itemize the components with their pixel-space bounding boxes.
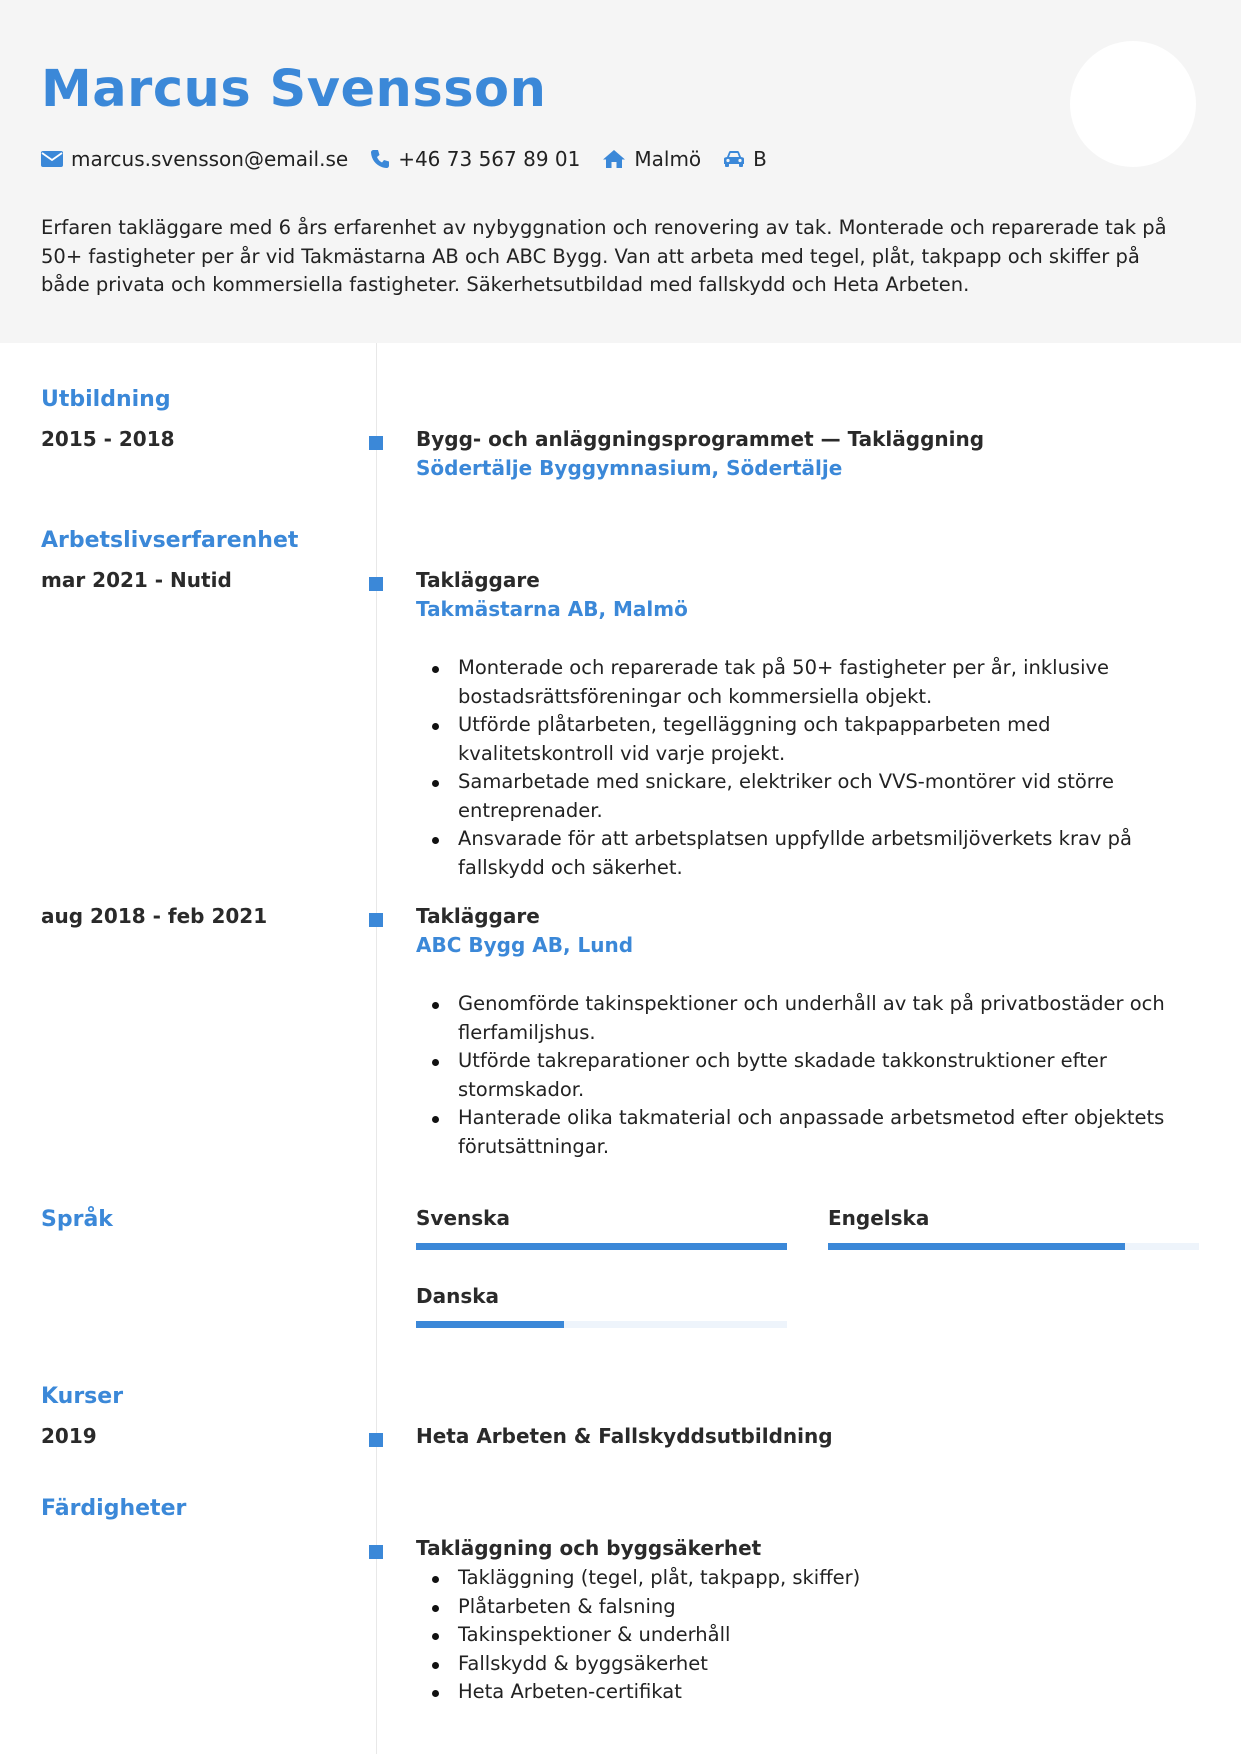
list-item: Heta Arbeten-certifikat [416, 1678, 1186, 1707]
education-program: Bygg- och anläggningsprogrammet — Takläggning [416, 427, 985, 451]
phone-text: +46 73 567 89 01 [398, 147, 581, 171]
timeline-marker [369, 577, 383, 591]
envelope-icon [41, 151, 63, 167]
list-item: Samarbetade med snickare, elektriker och VVS-montörer vid större entreprenader. [416, 768, 1186, 825]
job-2-title: Takläggare [416, 904, 540, 928]
language-level-fill [416, 1321, 564, 1328]
job-2-date: aug 2018 - feb 2021 [41, 904, 268, 928]
city-text: Malmö [634, 147, 702, 171]
email-text: marcus.svensson@email.se [71, 147, 349, 171]
language-level-fill [828, 1243, 1125, 1250]
course-date: 2019 [41, 1424, 97, 1448]
contact-row [41, 144, 789, 174]
license-text: B [753, 147, 767, 171]
education-school: Södertälje Byggymnasium, Södertälje [416, 456, 843, 480]
list-item: Hanterade olika takmaterial och anpassade arbetsmetod efter objektets förutsättningar. [416, 1104, 1186, 1161]
timeline-marker [369, 913, 383, 927]
language-level-bar [416, 1321, 787, 1328]
language-level-fill [416, 1243, 787, 1250]
car-icon [723, 150, 745, 168]
header [0, 0, 1241, 343]
phone-icon [370, 149, 390, 169]
list-item: Takläggning (tegel, plåt, takpapp, skiffer) [416, 1564, 1186, 1593]
job-1-date: mar 2021 - Nutid [41, 568, 232, 592]
contact-city [602, 147, 701, 171]
language-name: Danska [416, 1284, 500, 1308]
skills-group-title: Takläggning och byggsäkerhet [416, 1536, 762, 1560]
language-level-bar [416, 1243, 787, 1250]
list-item: Takinspektioner & underhåll [416, 1621, 1186, 1650]
contact-email[interactable] [41, 147, 348, 171]
section-title-education: Utbildning [41, 387, 171, 412]
list-item: Plåtarbeten & falsning [416, 1593, 1186, 1622]
skills-list [416, 1564, 1186, 1707]
course-title: Heta Arbeten & Fallskyddsutbildning [416, 1424, 833, 1448]
candidate-name: Marcus Svensson [41, 60, 547, 119]
profile-summary: Erfaren takläggare med 6 års erfarenhet av nybyggnation och renovering av tak. Monterade och reparerade tak på 50+ fastigheter per år vid Takmästarna AB och ABC Bygg. Van att arbeta med tegel, plåt, takpapp och skiffer på både privata och kommersiella fastigheter. Säkerhetsutbildad med fallskydd och Heta Arbeten. [41, 216, 1167, 296]
timeline-marker [369, 1433, 383, 1447]
contact-license [723, 147, 767, 171]
list-item: Fallskydd & byggsäkerhet [416, 1650, 1186, 1679]
language-name: Engelska [828, 1206, 930, 1230]
section-title-courses: Kurser [41, 1384, 124, 1409]
contact-phone[interactable] [370, 147, 580, 171]
list-item: Genomförde takinspektioner och underhåll av tak på privatbostäder och flerfamiljshus. [416, 990, 1186, 1047]
language-name: Svenska [416, 1206, 510, 1230]
list-item: Ansvarade för att arbetsplatsen uppfyllde arbetsmiljöverkets krav på fallskydd och säkerhet. [416, 825, 1186, 882]
job-2-bullets [416, 990, 1186, 1161]
section-title-languages: Språk [41, 1207, 113, 1232]
profile-photo-placeholder [1070, 41, 1196, 167]
job-2-company: ABC Bygg AB, Lund [416, 933, 634, 957]
section-title-experience: Arbetslivserfarenhet [41, 528, 299, 553]
timeline-marker [369, 1545, 383, 1559]
education-date: 2015 - 2018 [41, 427, 175, 451]
list-item: Utförde plåtarbeten, tegelläggning och takpapparbeten med kvalitetskontroll vid varje projekt. [416, 711, 1186, 768]
section-title-skills: Färdigheter [41, 1496, 187, 1521]
job-1-company: Takmästarna AB, Malmö [416, 597, 688, 621]
home-icon [602, 149, 626, 169]
timeline-marker [369, 436, 383, 450]
timeline-divider [376, 343, 377, 1754]
list-item: Utförde takreparationer och bytte skadade takkonstruktioner efter stormskador. [416, 1047, 1186, 1104]
job-1-title: Takläggare [416, 568, 540, 592]
list-item: Monterade och reparerade tak på 50+ fastigheter per år, inklusive bostadsrättsföreningar och kommersiella objekt. [416, 654, 1186, 711]
job-1-bullets [416, 654, 1186, 882]
language-level-bar [828, 1243, 1199, 1250]
